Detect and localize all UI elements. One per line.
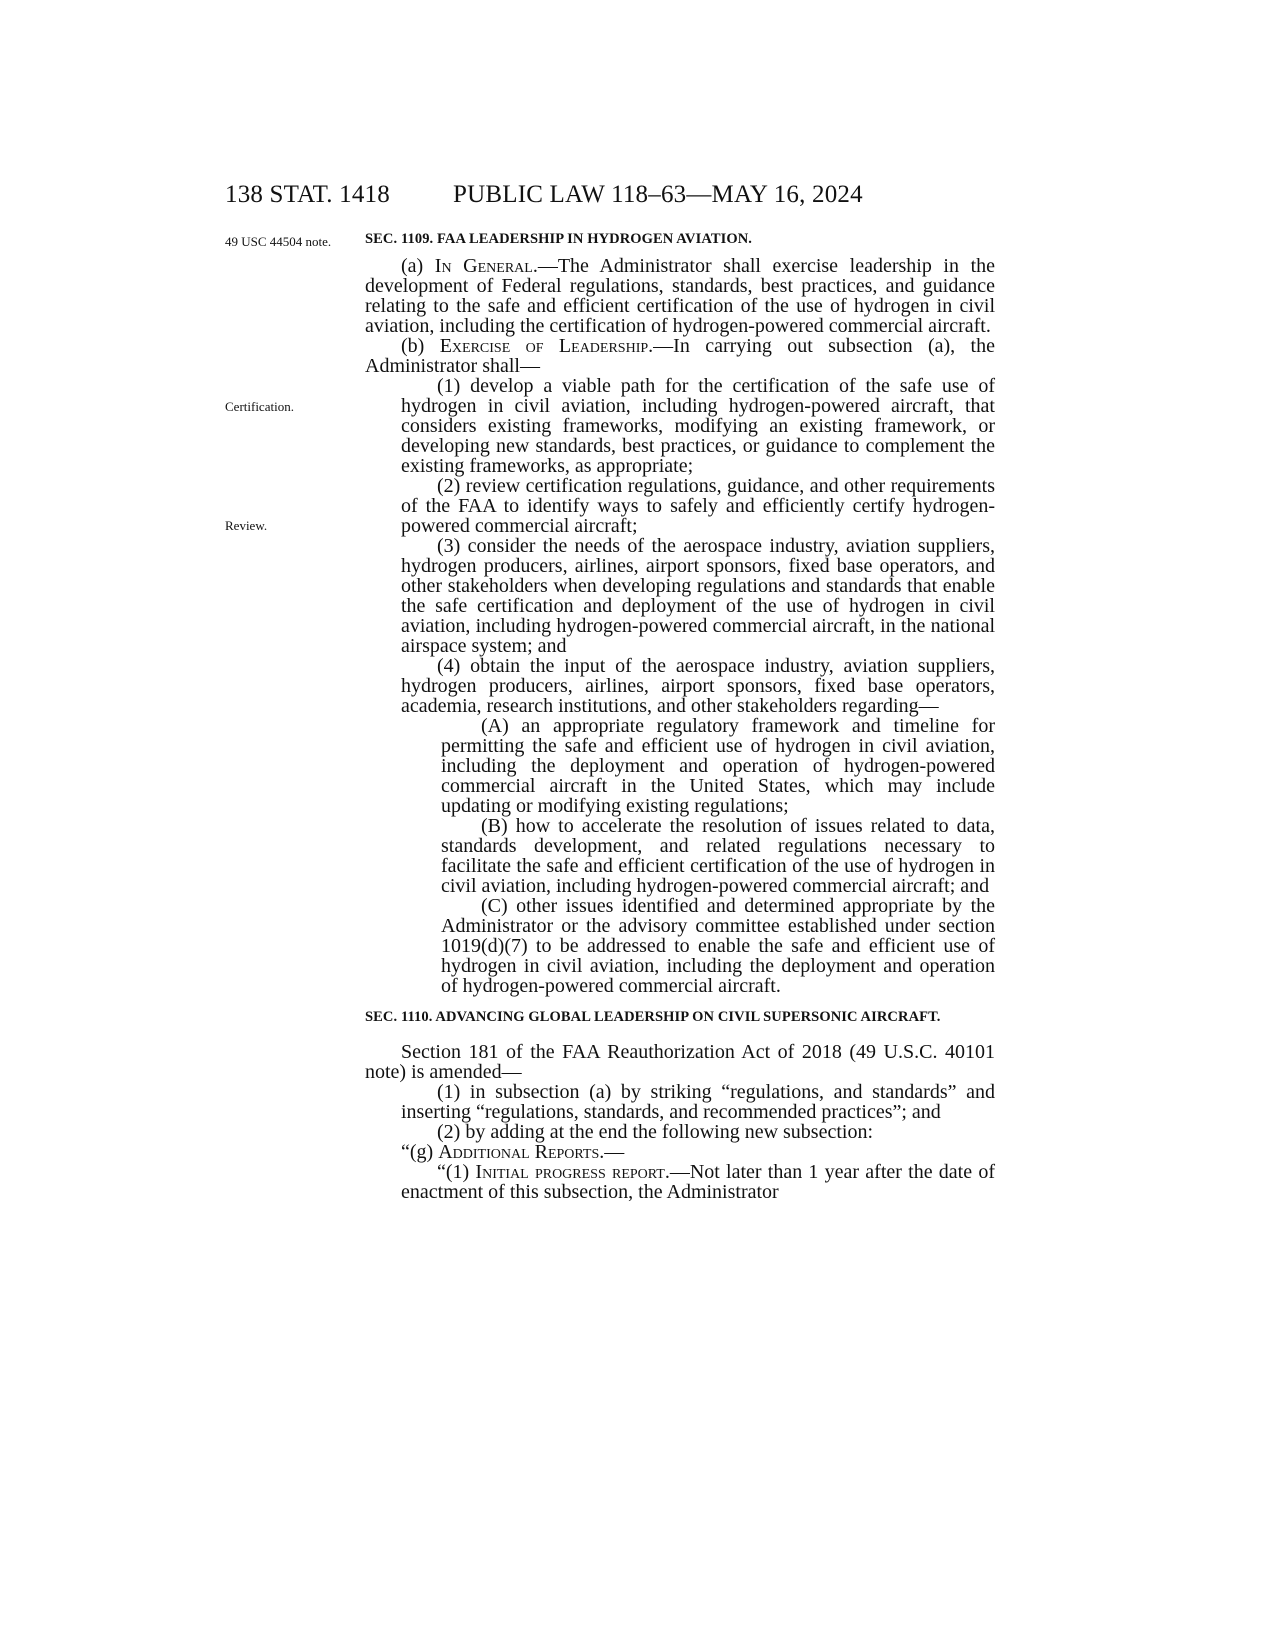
- initial-progress-report-heading: Initial progress report: [475, 1161, 665, 1183]
- paragraph-1: (1) develop a viable path for the certification of the safe use of hydrogen in civil aviation, including hydrogen-powered aircraft, that considers existing frameworks, modifying an existing framework, or developing new standards, best practices, or guidance to complement the existing frameworks, as appropriate;: [401, 375, 995, 477]
- subsection-a: (a) In General.—The Administrator shall exercise leadership in the development of Federal regulations, standards, best practices, and guidance relating to the safe and efficient certification of the use of hydrogen in civil aviation, including the certification of hydrogen-powered commercial aircraft.: [365, 255, 995, 337]
- subparagraph-b: (B) how to accelerate the resolution of issues related to data, standards development, and related regulations necessary to facilitate the safe and efficient certification of the use of hydrogen in civil aviation, including hydrogen-powered commercial aircraft; and: [441, 815, 995, 897]
- section-1110-heading: SEC. 1110. ADVANCING GLOBAL LEADERSHIP ON CIVIL SUPERSONIC AIRCRAFT.: [365, 1009, 941, 1025]
- margin-note-usc: 49 USC 44504 note.: [225, 234, 332, 249]
- subparagraph-a: (A) an appropriate regulatory framework and timeline for permitting the safe and efficient use of hydrogen in civil aviation, including the deployment and operation of hydrogen-powered commercial aircraft in the United States, which may include updating or modifying existing regulations;: [441, 715, 995, 817]
- public-law-title: PUBLIC LAW 118–63—MAY 16, 2024: [453, 181, 863, 208]
- subsection-a-heading: In General: [434, 255, 533, 277]
- subsection-b-heading: Exercise of Leadership: [439, 335, 649, 357]
- margin-note-certification: Certification.: [225, 399, 294, 414]
- paragraph-3: (3) consider the needs of the aerospace industry, aviation suppliers, hydrogen producers, airlines, airport sponsors, fixed base operators, and other stakeholders when developing regulations and standards that enable the safe certification and deployment of the use of hydrogen in civil aviation, including hydrogen-powered commercial aircraft, in the national airspace system; and: [401, 535, 995, 657]
- section-1110-intro: Section 181 of the FAA Reauthorization Act of 2018 (49 U.S.C. 40101 note) is amended—: [365, 1041, 995, 1083]
- statute-citation: 138 STAT. 1418: [225, 181, 390, 208]
- amendment-2: (2) by adding at the end the following new subsection:: [437, 1121, 874, 1143]
- amendment-1: (1) in subsection (a) by striking “regulations, and standards” and inserting “regulations, standards, and recommended practices”; and: [401, 1081, 995, 1123]
- new-subsection-g: “(g) Additional Reports.—: [401, 1141, 625, 1163]
- section-1109-heading: SEC. 1109. FAA LEADERSHIP IN HYDROGEN AVIATION.: [365, 231, 753, 247]
- page-header: [225, 181, 1005, 213]
- subsection-g-heading: Additional Reports: [438, 1141, 600, 1163]
- body-text: [365, 231, 995, 1202]
- subsection-b: (b) Exercise of Leadership.—In carrying out subsection (a), the Administrator shall—: [365, 335, 995, 377]
- paragraph-4: (4) obtain the input of the aerospace industry, aviation suppliers, hydrogen producers, airlines, airport sponsors, fixed base operators, academia, research institutions, and other stakeholders regarding—: [401, 655, 995, 717]
- subparagraph-c: (C) other issues identified and determined appropriate by the Administrator or the advisory committee established under section 1019(d)(7) to be addressed to enable the safe and efficient use of hydrogen in civil aviation, including the deployment and operation of hydrogen-powered commercial aircraft.: [441, 895, 995, 997]
- margin-note-review: Review.: [225, 518, 268, 533]
- initial-progress-report: “(1) Initial progress report.—Not later than 1 year after the date of enactment of this subsection, the Administrator: [401, 1161, 995, 1203]
- paragraph-2: (2) review certification regulations, guidance, and other requirements of the FAA to identify ways to safely and efficiently certify hydrogen-powered commercial aircraft;: [401, 475, 995, 537]
